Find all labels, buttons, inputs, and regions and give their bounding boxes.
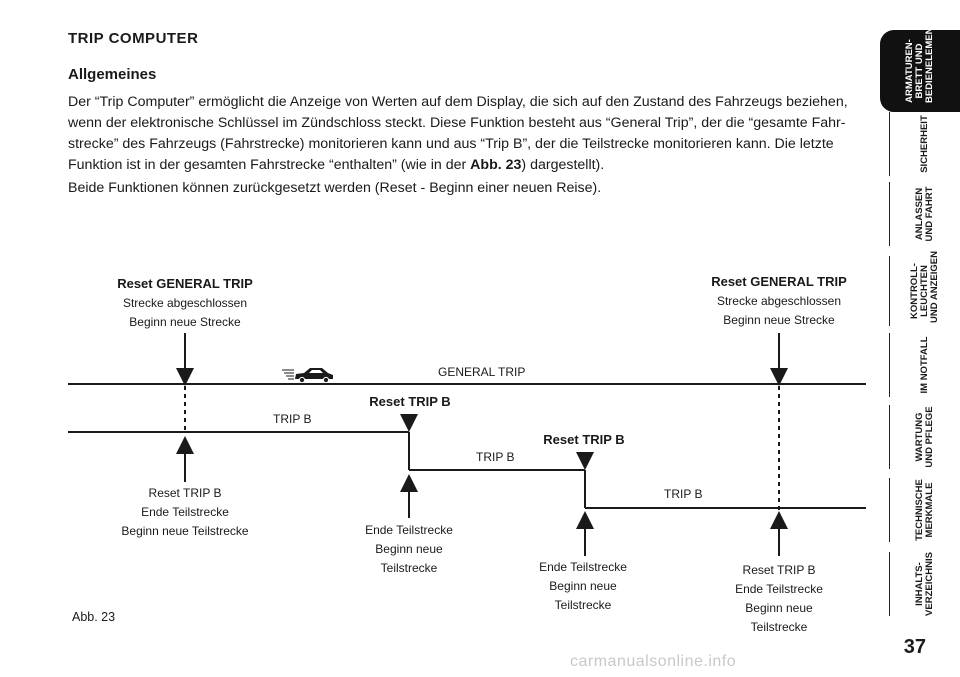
watermark: carmanualsonline.info — [570, 653, 737, 670]
tab-armaturenbrett[interactable] — [880, 15, 960, 112]
tab-kontrollleuchten[interactable] — [889, 251, 960, 326]
page-number: 37 — [903, 636, 926, 658]
ende-teilstrecke-text: Ende Teilstrecke — [539, 560, 627, 574]
tab-label: SICHERHEIT — [919, 115, 930, 173]
beginn-neue-text: Beginn neue — [549, 579, 617, 593]
triangle-down-icon — [400, 414, 418, 432]
ende-teilstrecke-text: Ende Teilstrecke — [735, 582, 823, 596]
reset-paragraph: Beide Funktionen können zurückgesetzt werden (Reset - Beginn einer neuen Reise). — [68, 180, 602, 196]
teilstrecke-text: Teilstrecke — [750, 620, 808, 634]
trip-b-label: TRIP B — [476, 450, 515, 464]
tab-inhaltsverzeichnis[interactable] — [889, 552, 960, 616]
teilstrecke-text: Teilstrecke — [554, 598, 612, 612]
intro-paragraph-text: Der “Trip Computer” ermöglicht die Anzeige von Werten auf dem Display, die sich auf den Zustand des Fahrzeugs beziehen, wenn der elektronische Schlüssel im Zündschloss steckt. Diese Funktion besteht aus “General Trip”, der die “gesamte Fahr-strecke” des Fahrzeugs (Fahrstrecke) monitorieren kann und aus “Trip B”, der die Teilstrecke monitorieren kann. Die letzte Funktion ist in der gesamten Fahrstrecke “enthalten” (wie in der — [68, 94, 848, 173]
intro-paragraph-end: ) dargestellt). — [521, 157, 605, 173]
tab-label: TECHNISCHE MERKMALE — [914, 479, 935, 541]
general-trip-label: GENERAL TRIP — [438, 365, 526, 379]
tab-sicherheit[interactable] — [889, 112, 960, 176]
tab-im-notfall[interactable] — [889, 333, 960, 397]
ende-teilstrecke-text: Ende Teilstrecke — [365, 523, 453, 537]
reset-trip-b-label: Reset TRIP B — [543, 432, 625, 447]
teilstrecke-text: Teilstrecke — [380, 561, 438, 575]
reset-trip-b-label: Reset TRIP B — [369, 394, 451, 409]
beginn-neue-text: Beginn neue — [745, 601, 813, 615]
figure-reference: Abb. 23 — [470, 157, 522, 173]
tab-label: ANLASSEN UND FAHRT — [914, 186, 935, 242]
section-title: TRIP COMPUTER — [68, 30, 199, 47]
triangle-up-icon — [176, 436, 194, 454]
triangle-up-icon — [400, 474, 418, 492]
triangle-up-icon — [770, 511, 788, 529]
beginn-neue-teilstrecke-text: Beginn neue Teilstrecke — [121, 524, 249, 538]
triangle-up-icon — [576, 511, 594, 529]
ende-teilstrecke-text: Ende Teilstrecke — [141, 505, 229, 519]
reset-general-trip-label: Reset GENERAL TRIP — [711, 274, 847, 289]
tab-label: WARTUNG UND PFLEGE — [914, 406, 935, 468]
chapter-tabs — [864, 0, 960, 677]
reset-trip-b-text: Reset TRIP B — [742, 563, 816, 577]
tab-label: KONTROLL- LEUCHTEN UND ANZEIGEN — [909, 251, 940, 323]
reset-general-trip-label: Reset GENERAL TRIP — [117, 276, 253, 291]
tab-label: ARMATUREN- BRETT UND BEDIENELEMENTE — [904, 15, 935, 103]
tab-anlassen[interactable] — [889, 182, 960, 246]
beginn-neue-strecke-text: Beginn neue Strecke — [723, 313, 835, 327]
triangle-down-icon — [576, 452, 594, 470]
car-icon — [282, 368, 333, 383]
trip-b-label: TRIP B — [664, 487, 703, 501]
reset-trip-b-text: Reset TRIP B — [148, 486, 222, 500]
tab-label: IM NOTFALL — [919, 336, 930, 394]
tab-wartung[interactable] — [889, 405, 960, 469]
strecke-abgeschlossen-text: Strecke abgeschlossen — [122, 296, 248, 310]
beginn-neue-strecke-text: Beginn neue Strecke — [129, 315, 241, 329]
figure-caption: Abb. 23 — [72, 610, 116, 624]
tab-technische-merkmale[interactable] — [889, 478, 960, 542]
trip-b-label: TRIP B — [273, 412, 312, 426]
strecke-abgeschlossen-text: Strecke abgeschlossen — [716, 294, 842, 308]
subsection-title: Allgemeines — [68, 66, 157, 83]
tab-label: INHALTS- VERZEICHNIS — [914, 552, 935, 616]
beginn-neue-text: Beginn neue — [375, 542, 443, 556]
